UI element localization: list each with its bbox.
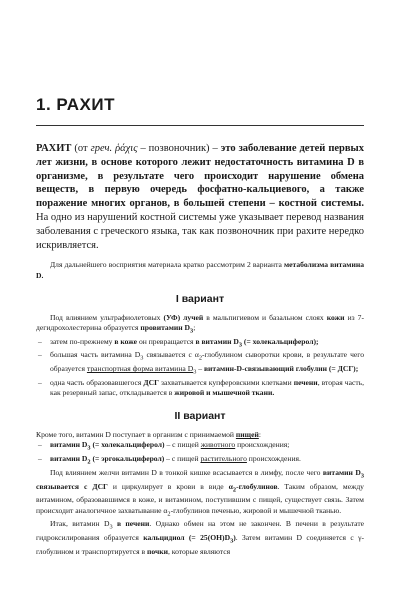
intro-paragraph: РАХИТ (от греч. ῥάχις – позвоночник) – это заболевание детей первых лет жизни, в основе которого лежит недостаточность витамина D в организме, в результате чего происходит нарушение обмена веществ, в первую очередь фосфатно-кальциевого, а также поражение многих органов, в большей степени – костной системы. На одно из нарушений костной системы уже указывает перевод названия заболевания с греческого языка, так как позвоночник при рахите нередко искривляется. [36,143,364,251]
list-item: – витамин $D_3$ (= холекальциферол) – с пищей животного происхождения; [36,440,364,454]
variant-1-list [36,337,364,399]
title-underline [36,125,364,126]
list-item: – одна часть образовавшегося ДСГ захватывается купферовскими клетками печени, вторая часть, как резервный запас, откладывается в жировой и мышечной ткани. [36,378,364,398]
variant-1-paragraph: Под влиянием ультрафиолетовых (УФ) лучей в мальпигиевом и базальном слоях кожи из 7-дегидрохолестерина образуется провитамин $D_3$; [36,312,364,335]
list-item: – витамин $D_2$ (= эргокальциферол) – с пищей растительного происхождения. [36,454,364,468]
variant-2-paragraph: Кроме того, витамин D поступает в организм с принимаемой пищей: [36,430,261,440]
variant-2-paragraph-3: Итак, витамин $D_3$ в печени. Однако обмен на этом не закончен. В печени в результате гидроксилирования образуется кальцидиол (= $25(OH)D_3$). Затем витамин D соединяется с γ-глобулином и транспортируется в почки, которые являются [36,519,365,556]
list-item: – затем по-прежнему в коже он превращается в витамин $D_3$ (= холекальциферол); [36,337,364,351]
page-content [36,142,364,557]
variant-2-heading: II вариант [174,410,226,423]
list-item: – большая часть витамина $D_3$ связывается с $\alpha_2$-глобулином сыворотки крови, в результате чего образуется транспортная форма витамина $D_3$ – витамин-D-связывающий глобулин (= ДСГ); [36,350,364,377]
chapter-title: 1. РАХИТ [36,95,115,114]
variant-2-list [36,440,364,467]
lead-paragraph: Для дальнейшего восприятия материала кратко рассмотрим 2 варианта метаболизма витамина D. [36,260,364,280]
variant-2-paragraph-2: Под влиянием желчи витамин D в тонкой кишке всасывается в лимфу, после чего витамин $D_3$ связывается с ДСГ и циркулирует в крови в виде $\alpha_2$-глобулинов. Таким образом, между витамином, образовавшимся в коже, и витамином, поступившим с пищей, существует связь. Затем происходит аналогичное захватывание $\alpha_2$-глобулинов печенью, жировой и мышечной тканью. [36,467,365,518]
variant-1-heading: I вариант [175,292,225,305]
